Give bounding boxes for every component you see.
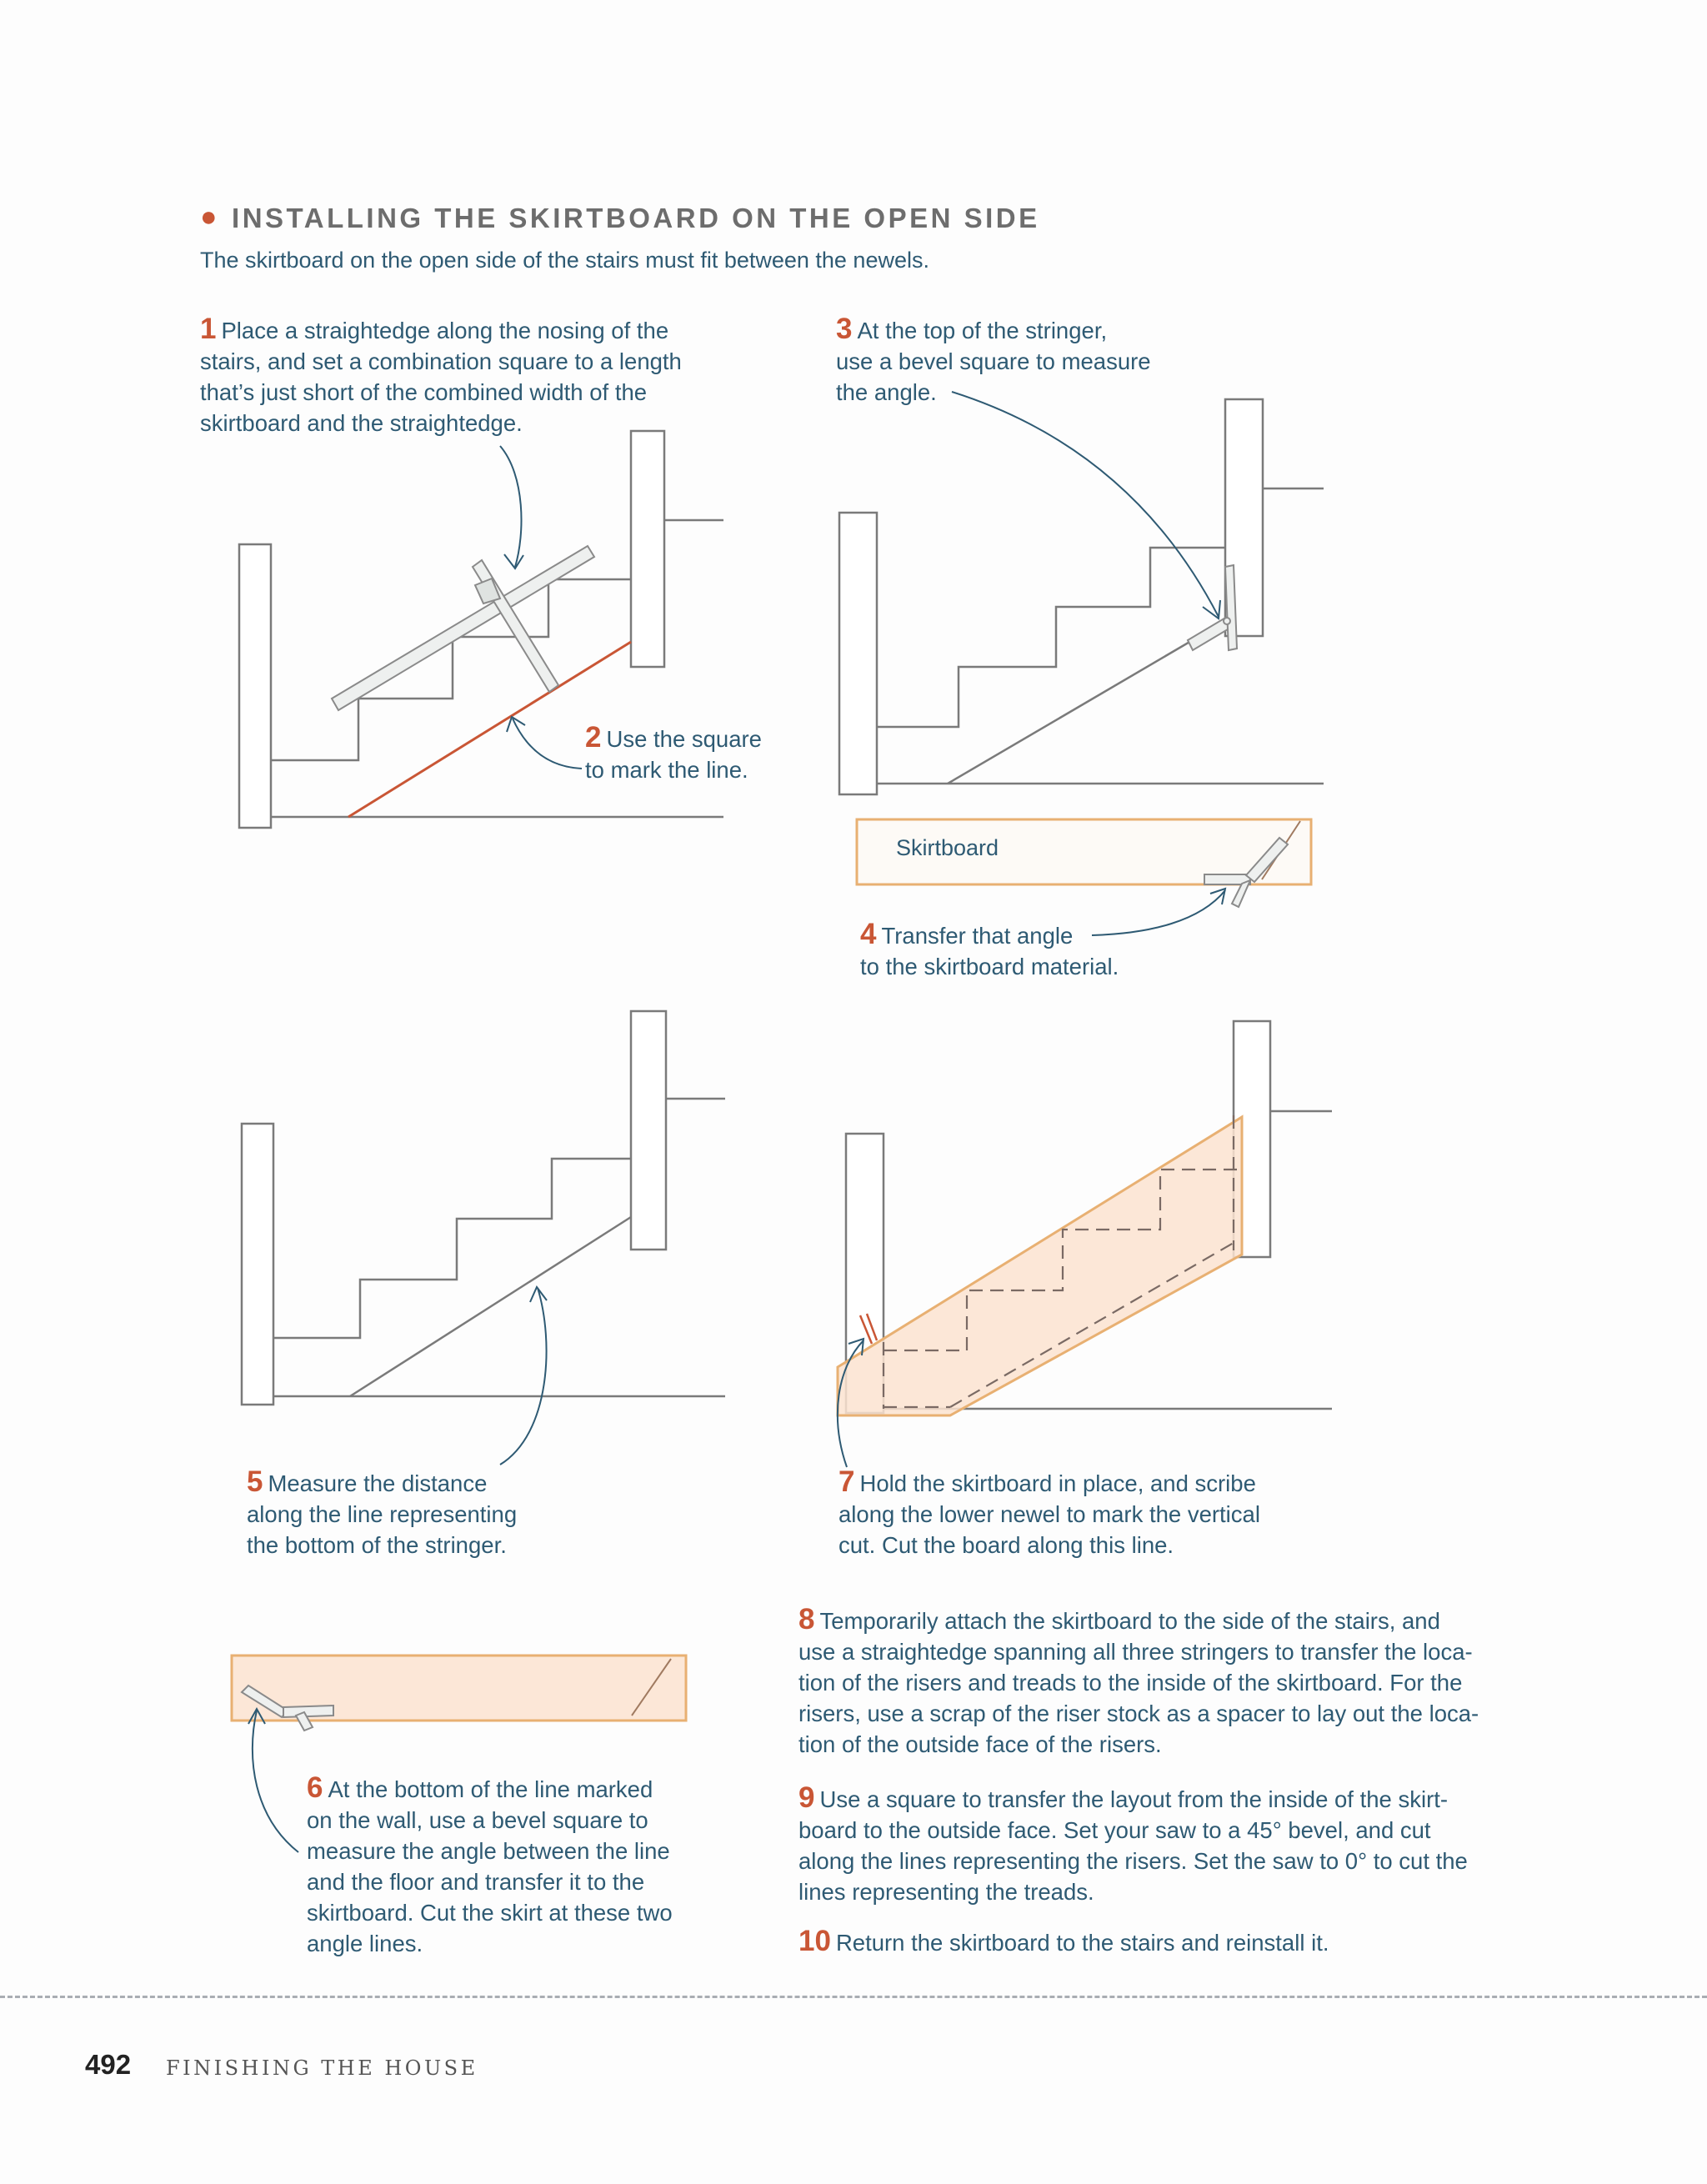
step-5-text: 5 Measure the distance along the line representing the bottom of the stringer. xyxy=(247,1465,518,1558)
step-1-text: 1 Place a straightedge along the nosing of the stairs, and set a combination square to a length that’s just short of the combined width of the skirtboard and the straightedge. xyxy=(200,313,682,436)
step-8-text: 8 Temporarily attach the skirtboard to the side of the stairs, and use a straightedge spanning all three stringers to transfer the loca- tion of the risers and treads to the inside of the skirtboard. For the risers, use a scrap of the riser stock as a spacer to lay out the loca- tion of the outside face of the risers. xyxy=(798,1603,1479,1757)
page-number: 492 xyxy=(85,2049,132,2080)
skirtboard-in-place xyxy=(838,1117,1242,1415)
step-10-text: 10 Return the skirtboard to the stairs and reinstall it. xyxy=(798,1925,1329,1957)
page-divider xyxy=(0,1996,1707,1998)
step-6-text: 6 At the bottom of the line marked on the wall, use a bevel square to measure the angle between the line and the floor and transfer it to the skirtboard. Cut the skirt at these two angle lines. xyxy=(307,1771,673,1956)
running-head: FINISHING THE HOUSE xyxy=(166,2056,478,2080)
step-3-text: 3 At the top of the stringer, use a bevel square to measure the angle. xyxy=(836,313,1151,405)
section-title: INSTALLING THE SKIRTBOARD ON THE OPEN SIDE xyxy=(232,203,1040,233)
step-9-text: 9 Use a square to transfer the layout from the inside of the skirt- board to the outside face. Set your saw to a 45° bevel, and cut along the lines representing the risers. Set the saw to 0° to cut the lines representing the treads. xyxy=(798,1781,1468,1905)
section-intro: The skirtboard on the open side of the stairs must fit between the newels. xyxy=(200,248,929,273)
step-2-text: 2 Use the square to mark the line. xyxy=(585,721,762,783)
bevel-square-3 xyxy=(1188,565,1237,650)
step-4-text: 4 Transfer that angle to the skirtboard material. xyxy=(860,918,1119,979)
skirtboard-label: Skirtboard xyxy=(896,835,999,860)
stairs-drawing-5 xyxy=(242,1011,725,1405)
straightedge-tool xyxy=(332,546,594,710)
stairs-drawing-3 xyxy=(839,399,1324,794)
bullet-icon: ● xyxy=(200,201,221,233)
step-7-text: 7 Hold the skirtboard in place, and scribe along the lower newel to mark the vertical cut. Cut the board along this line. xyxy=(838,1465,1260,1558)
